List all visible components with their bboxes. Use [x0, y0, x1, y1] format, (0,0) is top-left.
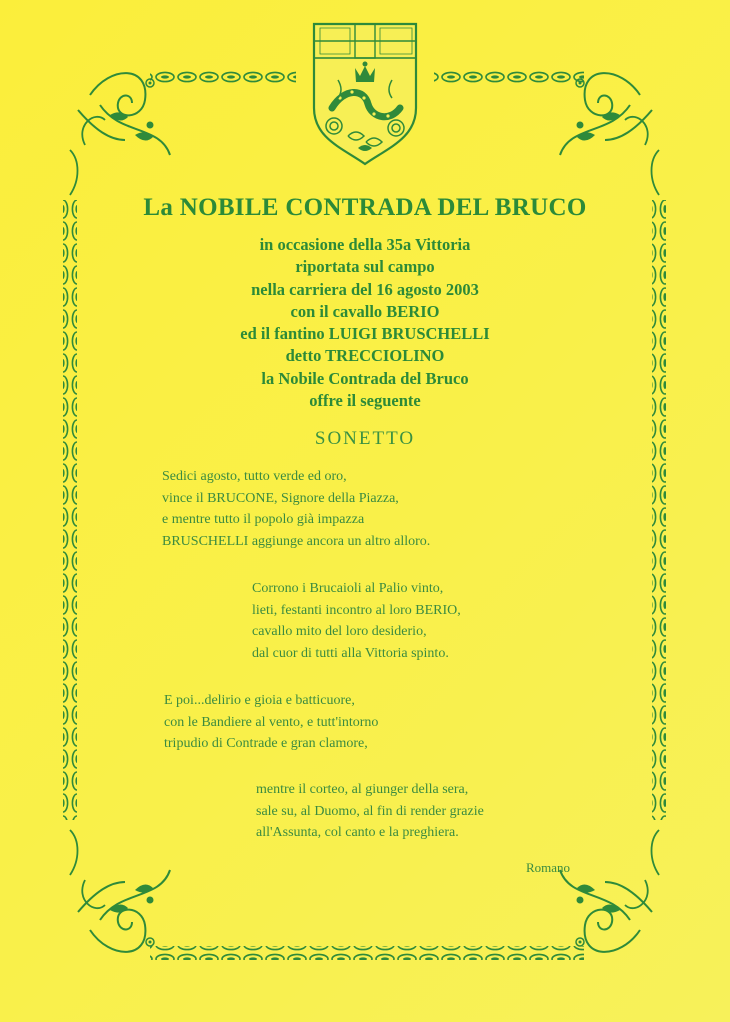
dedication-line: ed il fantino LUIGI BRUSCHELLI: [240, 324, 490, 344]
poem-line: tripudio di Contrade e gran clamore,: [164, 736, 368, 751]
poem-line: vince il BRUCONE, Signore della Piazza,: [162, 490, 399, 506]
poem-line: lieti, festanti incontro al loro BERIO,: [252, 602, 461, 618]
poem-line: Sedici agosto, tutto verde ed oro,: [162, 469, 347, 484]
poem-line: E poi...delirio e gioia e batticuore,: [164, 693, 355, 708]
poem-line: BRUSCHELLI aggiunge ancora un altro alloro.: [162, 533, 431, 549]
poem-line: e mentre tutto il popolo già impazza: [162, 512, 365, 527]
stanza-2: [252, 578, 461, 664]
poem-line: cavallo mito del loro desiderio,: [252, 624, 427, 639]
poem-line: Corrono i Brucaioli al Palio vinto,: [252, 581, 444, 596]
dedication-line: in occasione della 35a Vittoria: [259, 235, 471, 254]
poem-line: sale su, al Duomo, al fin di render grazie: [256, 803, 484, 819]
poem-line: con le Bandiere al vento, e tutt'intorno: [164, 714, 379, 730]
dedication-line: offre il seguente: [309, 391, 421, 411]
poem-line: mentre il corteo, al giunger della sera,: [256, 782, 469, 797]
stanza-3: [164, 690, 378, 755]
poem-heading: SONETTO: [314, 428, 416, 449]
dedication-line: detto TRECCIOLINO: [285, 346, 445, 366]
dedication-text: [0, 234, 730, 412]
author-signature: Romano: [526, 860, 571, 875]
crest-emblem: [308, 18, 422, 166]
dedication-line: nella carriera del 16 agosto 2003: [251, 279, 479, 299]
document-title: La NOBILE CONTRADA DEL BRUCO: [143, 194, 587, 221]
poem-line: dal cuor di tutti alla Vittoria spinto.: [252, 645, 449, 661]
stanza-1: [162, 466, 430, 552]
dedication-line: con il cavallo BERIO: [290, 301, 440, 321]
poem-line: all'Assunta, col canto e la preghiera.: [256, 825, 459, 840]
dedication-line: la Nobile Contrada del Bruco: [261, 368, 469, 388]
dedication-line: riportata sul campo: [295, 257, 435, 277]
stanza-4: [256, 779, 484, 844]
